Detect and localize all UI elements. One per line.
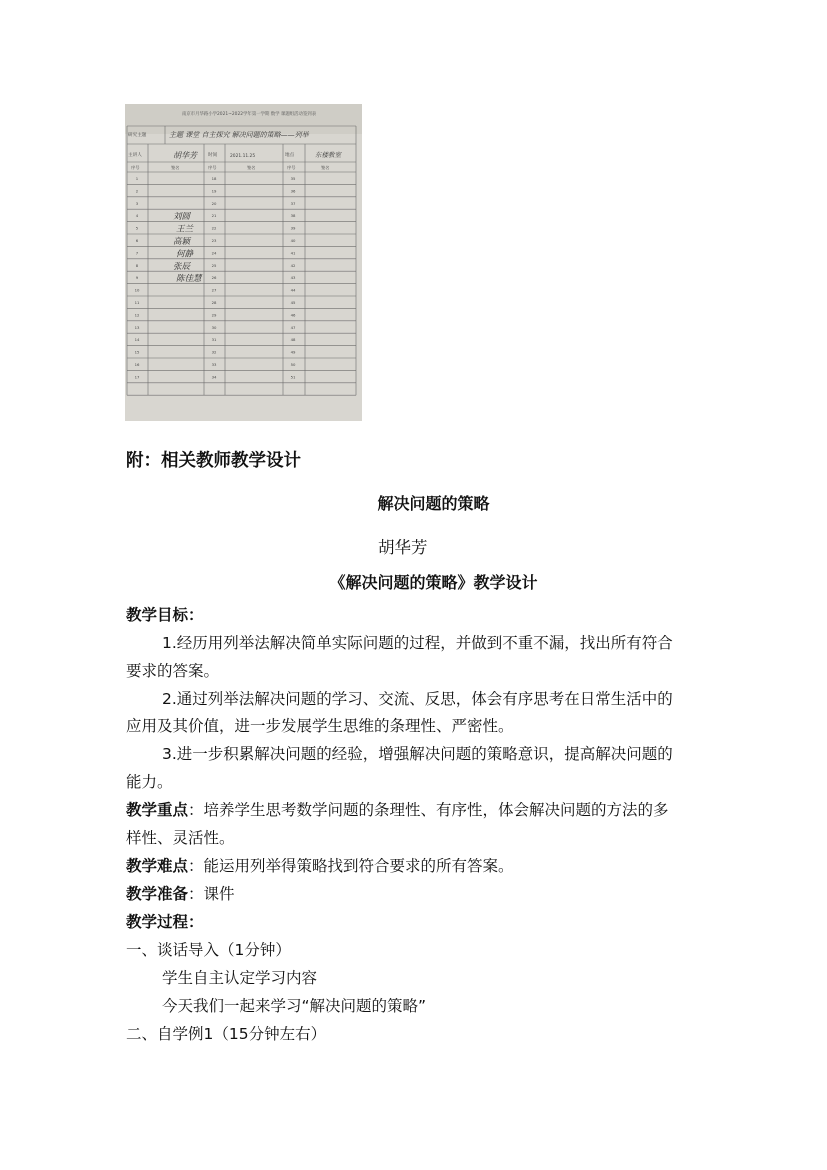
sheet-row-number: 4: [135, 213, 139, 219]
sheet-header-text: 南京市月华路小学2021~2022学年第一学期 数学 课题组活动签到表: [181, 112, 317, 117]
sheet-row-number: 49: [290, 349, 296, 355]
process-heading: 教学过程：: [126, 913, 204, 931]
sheet-row-number: 24: [211, 250, 217, 256]
goal-2: [126, 686, 704, 714]
sheet-row-number: 51: [290, 374, 296, 380]
section-1-line-1: [126, 965, 704, 993]
sheet-row-number: 45: [290, 300, 296, 305]
sheet-row-number: 2: [135, 188, 139, 194]
sheet-column-header: 签名: [171, 165, 180, 170]
key-point-label: 教学重点: [126, 801, 189, 819]
sheet-row-number: 21: [211, 213, 217, 219]
sheet-row-number: 33: [211, 362, 217, 367]
sheet-row-number: 12: [134, 312, 140, 318]
sheet-place-label: 地点: [285, 153, 295, 158]
sign-in-sheet-photo: [125, 104, 362, 421]
preparation-text: ：课件: [188, 885, 235, 903]
sheet-column-header: 序号: [131, 165, 140, 170]
goal-2-line-b: 应用及其价值，进一步发展学生思维的条理性、严密性。: [126, 717, 514, 735]
sheet-row-number: 25: [211, 262, 217, 268]
sheet-row-number: 35: [290, 176, 296, 181]
sheet-row-number: 15: [134, 349, 140, 355]
sheet-row-number: 5: [135, 225, 139, 231]
sheet-row-number: 17: [134, 374, 140, 380]
author-name: 胡华芳: [378, 538, 428, 557]
appendix-title: 附：相关教师教学设计: [126, 451, 301, 471]
goal-3-line-b: 能力。: [126, 773, 173, 791]
section-1-line-2: [126, 993, 704, 1021]
sheet-signature: 张辰: [173, 261, 191, 272]
sheet-row-number: 26: [211, 275, 217, 281]
sheet-place-value: 东楼教室: [315, 151, 341, 159]
sign-in-sheet-drawing: [125, 104, 362, 421]
difficult-point-label: 教学难点: [126, 857, 189, 875]
sheet-row-number: 50: [290, 362, 296, 367]
sheet-row-number: 10: [134, 287, 140, 293]
sheet-topic-value: 主题 课堂 自主探究 解决问题的策略——列举: [169, 131, 309, 139]
main-title: 解决问题的策略: [377, 494, 490, 513]
sheet-host-label: 主讲人: [128, 153, 142, 158]
sheet-row-number: 19: [211, 188, 217, 194]
sheet-row-number: 1: [135, 176, 139, 181]
sheet-row-number: 41: [290, 250, 296, 256]
sheet-time-label: 时间: [208, 153, 218, 158]
preparation: [126, 881, 704, 909]
sheet-row-number: 23: [211, 238, 217, 243]
sheet-row-number: 11: [134, 300, 140, 305]
goal-1: [126, 630, 704, 658]
goal-3-line-a: 3.进一步积累解决问题的经验，增强解决问题的策略意识，提高解决问题的: [162, 745, 673, 763]
sheet-topic-label: 研究主题: [128, 133, 147, 138]
goals-heading: 教学目标：: [126, 606, 204, 624]
sheet-row-number: 31: [211, 337, 217, 343]
sheet-row-number: 30: [211, 324, 217, 330]
key-point-text-a: ：培养学生思考数学问题的条理性、有序性，体会解决问题的方法的多: [188, 801, 669, 819]
sheet-row-number: 40: [290, 238, 296, 243]
goal-2-line-a: 2.通过列举法解决问题的学习、交流、反思，体会有序思考在日常生活中的: [162, 690, 673, 708]
sheet-row-number: 9: [135, 275, 139, 281]
sheet-row-number: 3: [135, 200, 139, 206]
sheet-row-number: 18: [211, 176, 217, 181]
sheet-row-number: 22: [211, 225, 217, 231]
sheet-signature: 何静: [176, 249, 194, 260]
section-1-title: 一、谈话导入（1分钟）: [126, 941, 291, 959]
sheet-row-number: 44: [290, 287, 296, 293]
sheet-row-number: 47: [290, 324, 296, 330]
goal-3: [126, 741, 704, 769]
sheet-row-number: 14: [134, 337, 140, 343]
sheet-row-number: 48: [290, 337, 296, 343]
sheet-column-header: 签名: [247, 165, 256, 170]
section-2-title: 二、自学例1（15分钟左右）: [126, 1025, 327, 1043]
sheet-row-number: 38: [290, 213, 296, 219]
sheet-row-number: 27: [211, 287, 217, 293]
sheet-row-number: 42: [290, 262, 296, 268]
sheet-row-number: 29: [211, 312, 217, 318]
design-title: 《解决问题的策略》教学设计: [329, 573, 538, 592]
key-point-text-b: 样性、灵活性。: [126, 829, 235, 847]
sheet-row-number: 39: [290, 225, 296, 231]
sheet-host-value: 胡华芳: [173, 151, 197, 160]
sheet-row-number: 20: [211, 200, 217, 206]
sheet-signature: 刘圆: [173, 212, 191, 223]
sheet-row-number: 32: [211, 349, 217, 355]
difficult-point-text: ：能运用列举得策略找到符合要求的所有答案。: [188, 857, 514, 875]
sheet-row-number: 28: [211, 300, 217, 305]
sheet-column-header: 序号: [208, 165, 217, 170]
preparation-label: 教学准备: [126, 885, 189, 903]
sheet-column-header: 签名: [321, 165, 330, 170]
sheet-row-number: 46: [290, 312, 296, 318]
sheet-row-number: 16: [134, 362, 140, 367]
sheet-signature: 陈佳慧: [176, 274, 202, 285]
sheet-row-number: 13: [134, 324, 140, 330]
goal-1-line-a: 1.经历用列举法解决简单实际问题的过程，并做到不重不漏，找出所有符合: [162, 634, 673, 652]
sheet-signature: 高颖: [173, 237, 191, 247]
sheet-row-number: 8: [135, 262, 139, 268]
sheet-time-value: 2021.11.25: [230, 154, 256, 159]
goal-1-line-b: 要求的答案。: [126, 662, 220, 680]
sheet-row-number: 34: [211, 374, 217, 380]
sheet-row-number: 7: [135, 250, 139, 256]
difficult-point: [126, 853, 704, 881]
section-1-line-2-text: 今天我们一起来学习“解决问题的策略”: [162, 997, 427, 1015]
sheet-row-number: 43: [290, 275, 296, 281]
key-point: [126, 797, 704, 825]
sheet-row-number: 36: [290, 188, 296, 194]
section-1-line-1-text: 学生自主认定学习内容: [162, 969, 318, 987]
sheet-row-number: 37: [290, 200, 296, 206]
sheet-column-header: 序号: [287, 165, 296, 170]
sheet-signature: 王兰: [176, 224, 194, 235]
sheet-row-number: 6: [135, 238, 139, 243]
